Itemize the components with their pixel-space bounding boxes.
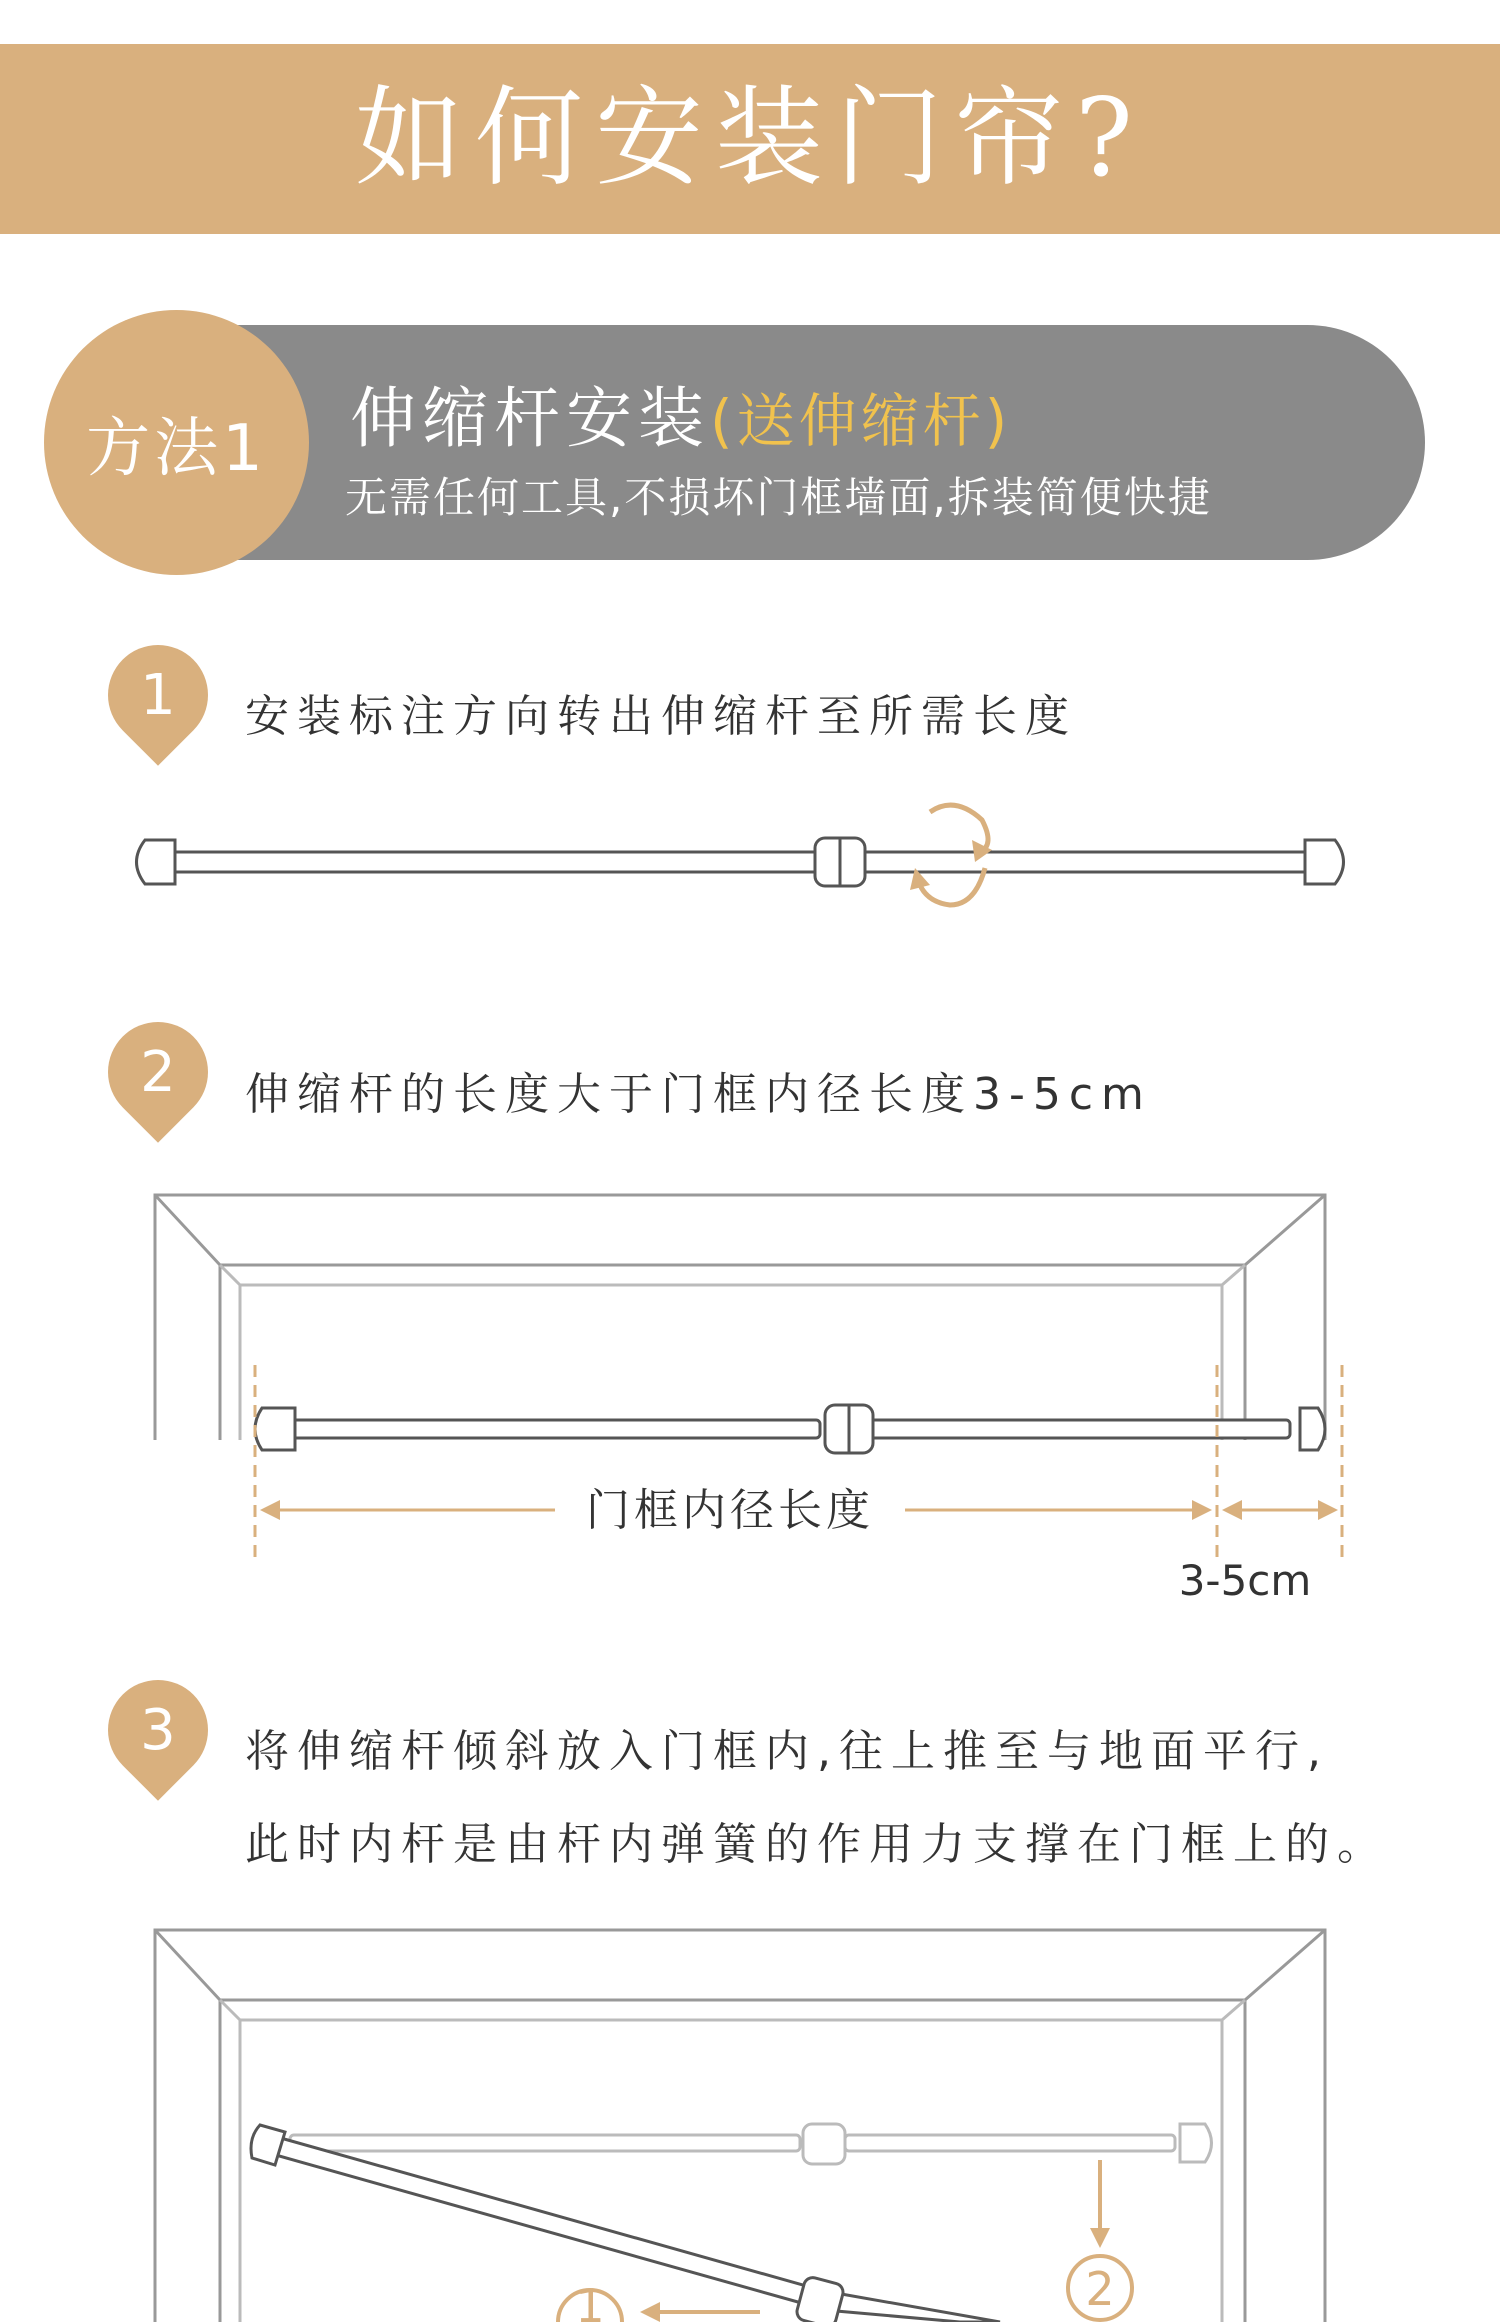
method-heading-text: 伸缩杆安装 [350, 380, 710, 457]
method-description: 无需任何工具,不损坏门框墙面,拆装简便快捷 [345, 473, 1212, 522]
inner-width-label: 门框内径长度 [586, 1485, 874, 1536]
arrow-down-icon [1090, 2228, 1110, 2248]
rod-target-position [290, 2124, 1212, 2164]
rod-outer-tube [170, 852, 820, 872]
step-number-2: 2 [140, 1039, 176, 1105]
marker-2: 2 [1085, 2262, 1115, 2316]
step-number-1: 1 [140, 662, 176, 728]
step-text-2: 伸缩杆的长度大于门框内径长度3-5cm [245, 1069, 1152, 1120]
step-text-1: 安装标注方向转出伸缩杆至所需长度 [245, 691, 1077, 742]
step-text-3-line-1: 将伸缩杆倾斜放入门框内,往上推至与地面平行, [245, 1726, 1329, 1777]
extra-length-label: 3-5cm [1178, 1556, 1312, 1605]
door-frame-inner [220, 1265, 1245, 1440]
door-frame-outer [155, 1195, 1325, 1440]
rod-illustration-step-2 [255, 1405, 1325, 1453]
arrow-right-icon [1192, 1500, 1212, 1520]
method-note: (送伸缩杆) [710, 387, 1012, 455]
rod-end-cap-left [137, 840, 176, 884]
rod-inner-tube [860, 852, 1320, 872]
door-frame-outer [155, 1930, 1325, 2322]
method-label: 方法1 [86, 411, 267, 486]
arrow-left-icon [1222, 1500, 1242, 1520]
arrow-right-icon [1318, 1500, 1338, 1520]
marker-1: 1 [575, 2279, 605, 2322]
door-frame-step-2 [155, 1195, 1325, 1440]
arrow-left-icon [260, 1500, 280, 1520]
arrow-left-icon [640, 2302, 660, 2322]
rod-illustration-step-1 [137, 838, 1344, 886]
door-frame-step-3 [155, 1930, 1325, 2322]
rod-end-cap-right [1305, 840, 1344, 884]
rod-tilted-step-3 [251, 2125, 1000, 2322]
step-text-3-line-2: 此时内杆是由杆内弹簧的作用力支撑在门框上的。 [245, 1819, 1389, 1870]
page-title: 如何安装门帘? [355, 76, 1145, 201]
step-number-3: 3 [140, 1697, 176, 1763]
